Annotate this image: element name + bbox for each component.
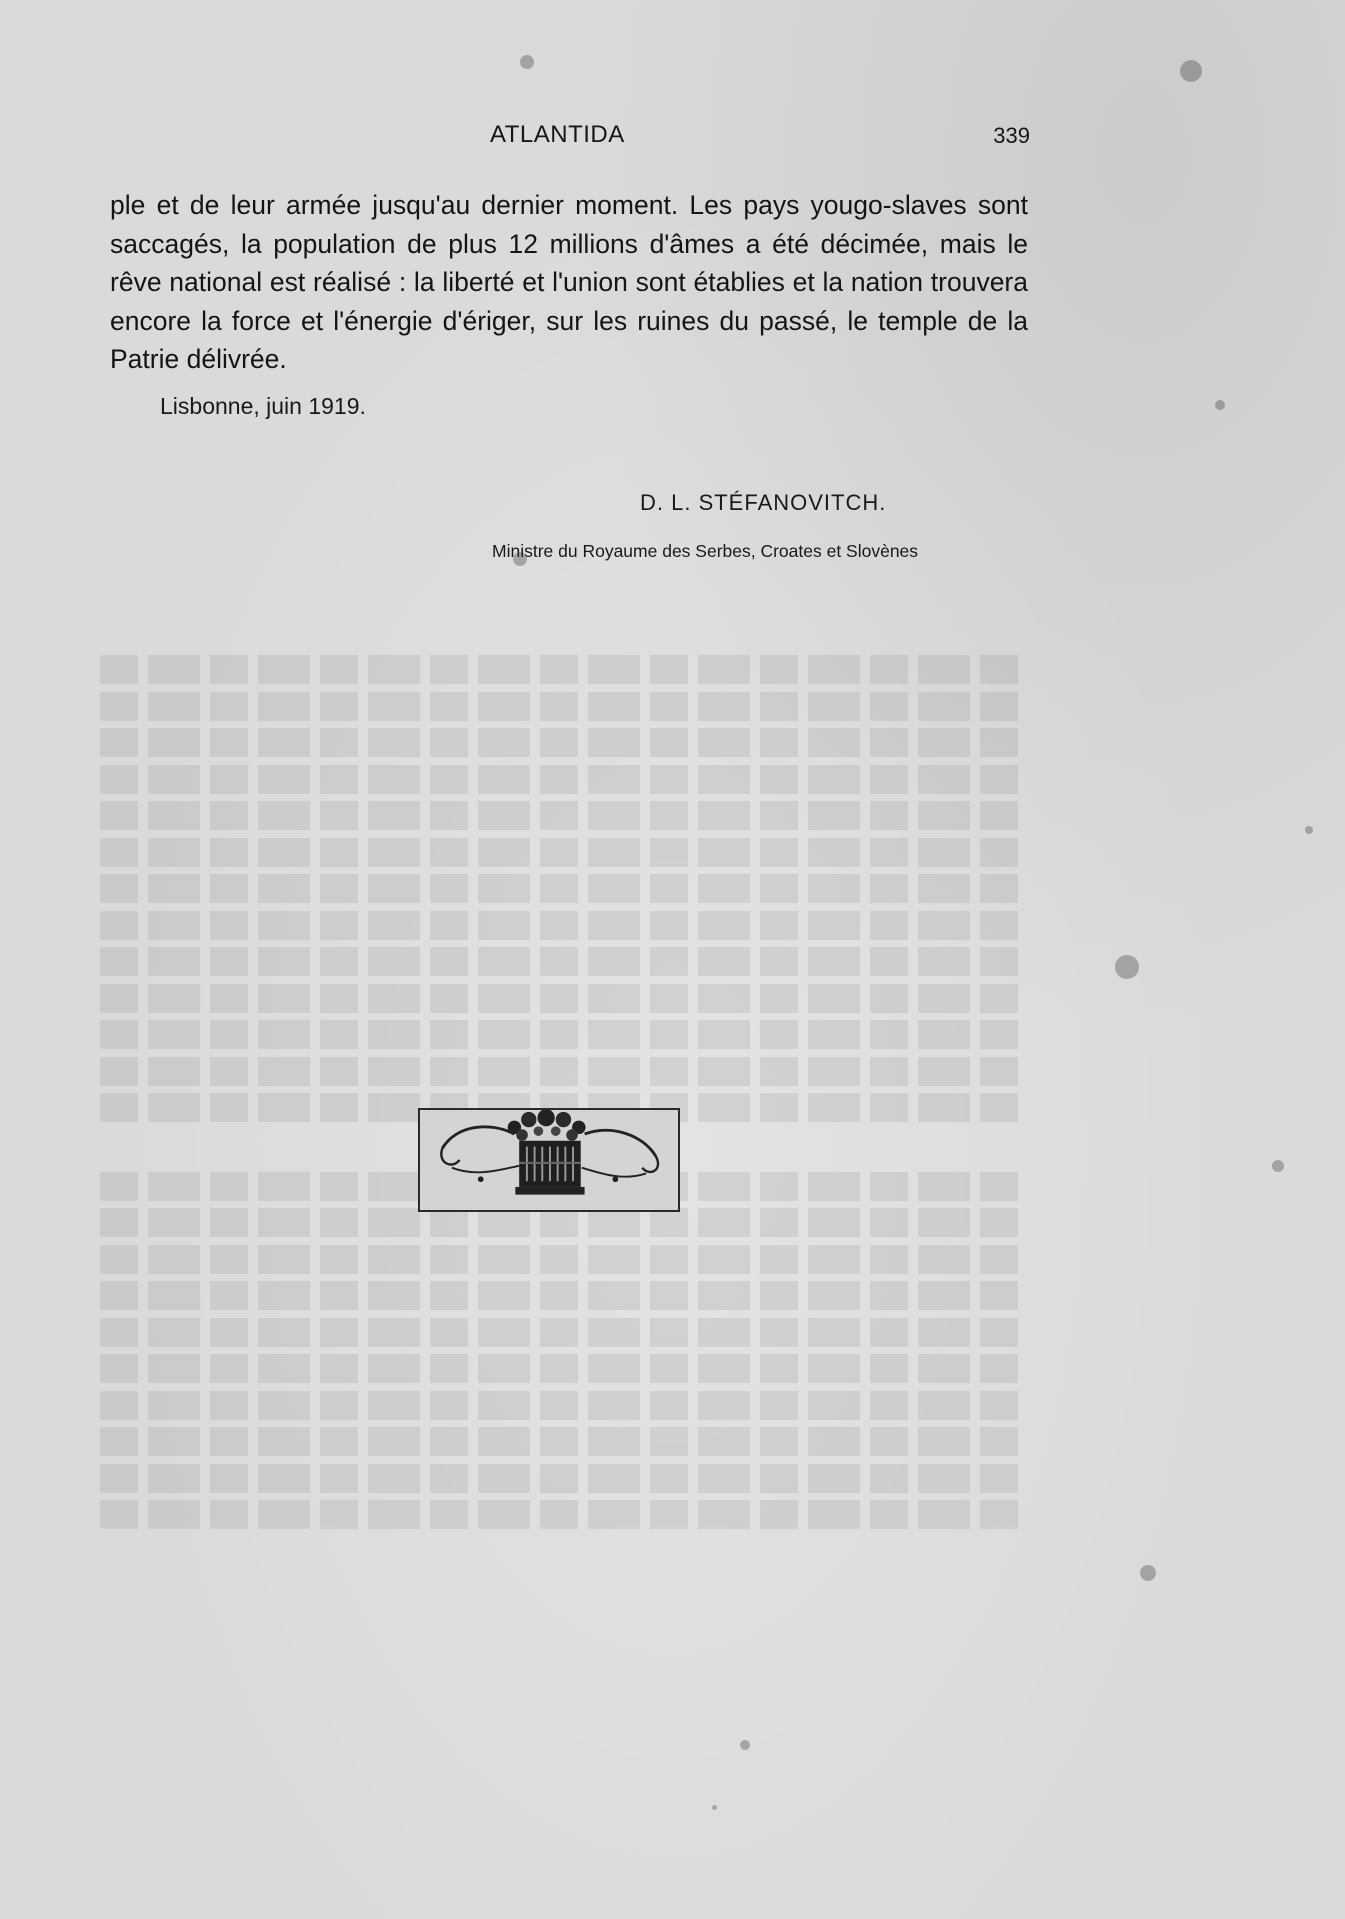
ghost-line — [100, 801, 1020, 830]
ghost-line — [100, 911, 1020, 940]
ghost-line — [100, 1020, 1020, 1049]
signatory: D. L. STÉFANOVITCH. — [640, 490, 887, 515]
paper-speck — [513, 552, 527, 566]
paper-speck — [1272, 1160, 1284, 1172]
running-head — [110, 121, 1030, 157]
paper-speck — [1180, 60, 1202, 82]
running-title: ATLANTIDA — [490, 121, 625, 148]
ghost-line — [100, 1057, 1020, 1086]
signatory-title: Ministre du Royaume des Serbes, Croates et Slovènes — [492, 541, 919, 561]
ghost-line — [100, 1245, 1020, 1274]
ghost-line — [100, 874, 1020, 903]
ghost-line — [100, 765, 1020, 794]
ghost-line — [100, 1281, 1020, 1310]
ghost-line — [100, 1464, 1020, 1493]
paper-speck — [1305, 826, 1313, 834]
ghost-line — [100, 947, 1020, 976]
paper-speck — [1215, 400, 1225, 410]
paper-speck — [520, 55, 534, 69]
paper-speck — [740, 1740, 750, 1750]
ghost-line — [100, 655, 1020, 684]
ghost-line — [100, 1208, 1020, 1237]
ghost-line — [100, 1427, 1020, 1456]
ghost-line — [100, 838, 1020, 867]
paper-speck — [712, 1805, 717, 1810]
ghost-line — [100, 1318, 1020, 1347]
ghost-line — [100, 692, 1020, 721]
ghost-line — [100, 984, 1020, 1013]
ghost-line — [100, 728, 1020, 757]
article-paragraph: ple et de leur armée jusqu'au dernier moment. Les pays yougo-slaves sont saccagés, la population de plus 12 millions d'âmes a été décimée, mais le rêve national est réalisé : la liberté et l'union sont établies et la nation trouvera encore la force et l'énergie d'ériger, sur les ruines du passé, le temple de la Patrie délivrée. — [110, 190, 1028, 375]
dateline: Lisbonne, juin 1919. — [160, 393, 366, 419]
paper-speck — [1140, 1565, 1156, 1581]
floral-basket-ornament-icon — [418, 1108, 680, 1212]
paper-speck — [1115, 955, 1139, 979]
ghost-line — [100, 1354, 1020, 1383]
ghost-line — [100, 1391, 1020, 1420]
page-number: 339 — [993, 123, 1030, 148]
ghost-line — [100, 1500, 1020, 1529]
